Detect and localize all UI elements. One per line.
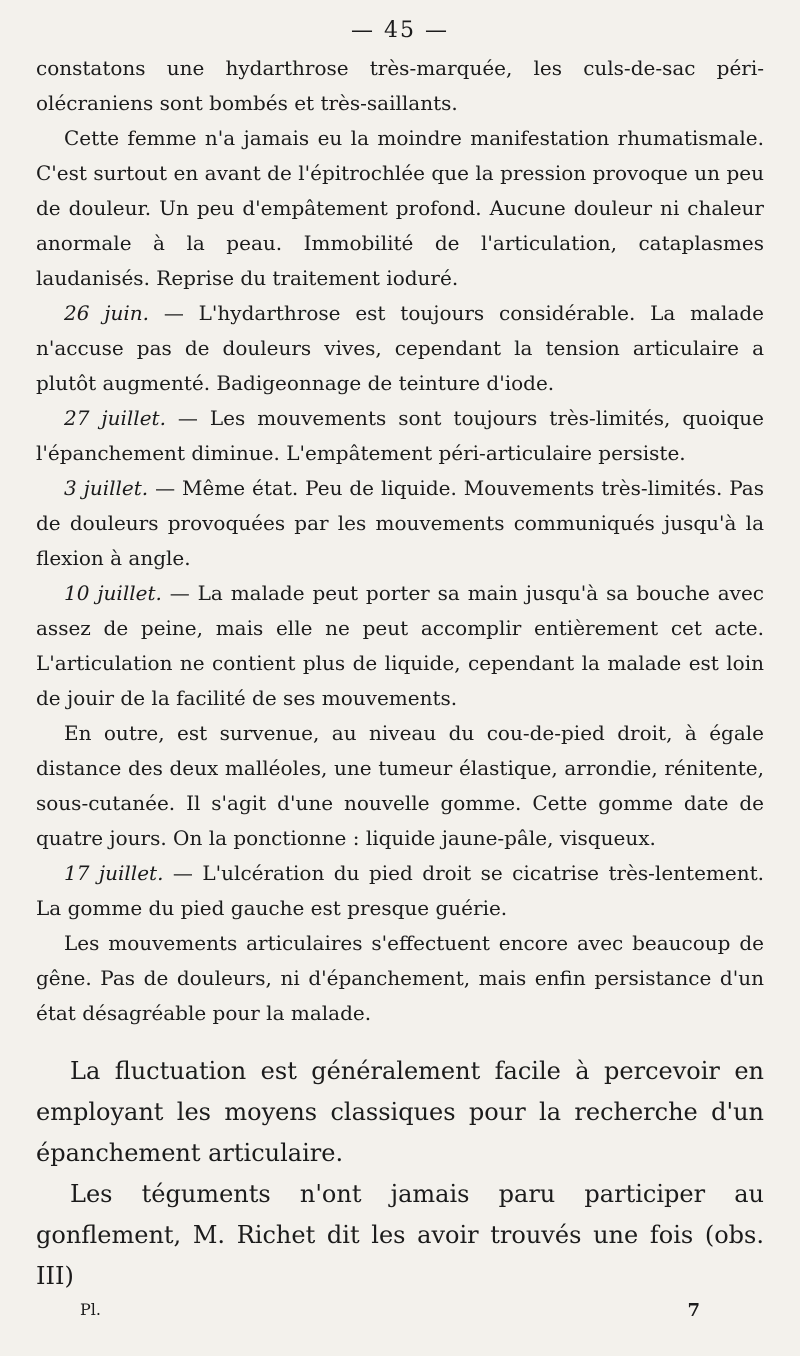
paragraph [36,926,764,1031]
paragraph-text: Cette femme n'a jamais eu la moindre manifestation rhumatismale. C'est surtout en avant de l'épitrochlée que la pression provoque un peu de douleur. Un peu d'empâtement profond. Aucune douleur ni chaleur anormale à la peau. Immobilité de l'articulation, cataplasmes laudanisés. Reprise du traitement ioduré. [36,126,764,290]
paragraph [36,576,764,716]
paragraph-text: — Même état. Peu de liquide. Mouvements très-limités. Pas de douleurs provoquées par les mouvements communiqués jusqu'à la flexion à angle. [36,476,764,570]
paragraph [36,856,764,926]
paragraph [36,471,764,576]
page-number-header: — 45 — [351,18,449,43]
paragraph-text: En outre, est survenue, au niveau du cou-de-pied droit, à égale distance des deux malléoles, une tumeur élastique, arrondie, rénitente, sous-cutanée. Il s'agit d'une nouvelle gomme. Cette gomme date de quatre jours. On la ponctionne : liquide jaune-pâle, visqueux. [36,721,764,850]
paragraph-text: Les mouvements articulaires s'effectuent encore avec beaucoup de gêne. Pas de douleurs, ni d'épanchement, mais enfin persistance d'un état désagréable pour la malade. [36,931,764,1025]
paragraph [36,401,764,471]
date-label: 27 juillet. [64,406,166,430]
date-label: 17 juillet. [64,861,164,885]
large-paragraph: Les téguments n'ont jamais paru participer au gonflement, M. Richet dit les avoir trouvés une fois (obs. III) [36,1180,764,1290]
paragraph-text: — Les mouvements sont toujours très-limités, quoique l'épanchement diminue. L'empâtement péri-articulaire persiste. [36,406,765,465]
sheet-number: 7 [687,1300,700,1321]
paragraph [36,296,764,401]
date-label: 10 juillet. [64,581,162,605]
paragraph-text: — La malade peut porter sa main jusqu'à sa bouche avec assez de peine, mais elle ne peut accomplir entièrement cet acte. L'articulation ne contient plus de liquide, cependant la malade est loin de jouir de la facilité de ses mouvements. [36,581,764,710]
large-paragraph: La fluctuation est généralement facile à percevoir en employant les moyens classiques pour la recherche d'un épanchement articulaire. [36,1057,764,1167]
page-footer [80,1300,700,1321]
paragraph [36,121,764,296]
paragraph-text: — L'hydarthrose est toujours considérable. La malade n'accuse pas de douleurs vives, cependant la tension articulaire a plutôt augmenté. Badigeonnage de teinture d'iode. [36,301,765,395]
section-gap [36,1031,764,1051]
signature-mark: Pl. [80,1300,101,1319]
paragraph [36,716,764,856]
paragraph-text: — L'ulcération du pied droit se cicatrise très-lentement. La gomme du pied gauche est presque guérie. [36,861,764,920]
paragraph-text: constatons une hydarthrose très-marquée, les culs-de-sac péri-olécraniens sont bombés et très-saillants. [36,56,764,115]
date-label: 3 juillet. [64,476,149,500]
paragraph [36,51,764,121]
date-label: 26 juin. [64,301,149,325]
